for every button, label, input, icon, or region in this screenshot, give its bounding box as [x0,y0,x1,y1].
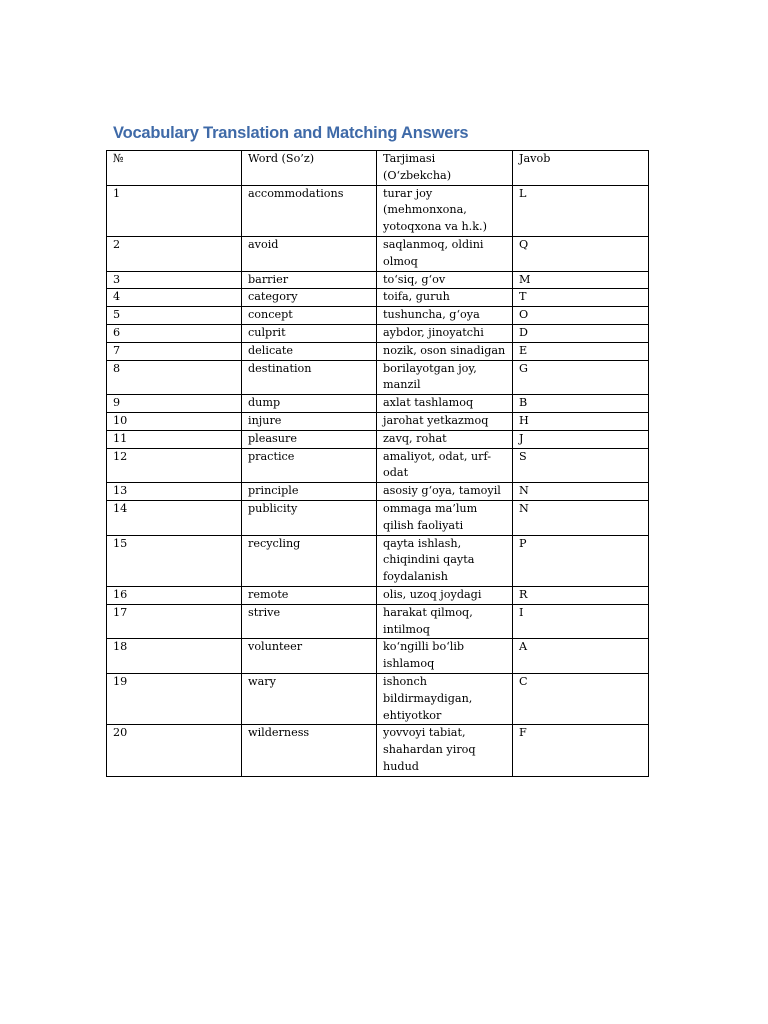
row-word-cell: wilderness [242,725,377,776]
row-number-cell: 14 [107,500,242,535]
row-word-cell: wary [242,673,377,724]
row-number-cell: 7 [107,342,242,360]
row-answer-cell: T [513,289,649,307]
row-translation-cell: ko‘ngilli bo‘lib ishlamoq [377,639,513,674]
row-number-cell: 8 [107,360,242,395]
row-word-cell: culprit [242,324,377,342]
row-translation-cell: zavq, rohat [377,430,513,448]
row-word-cell: publicity [242,500,377,535]
row-answer-cell: Q [513,236,649,271]
row-word-cell: avoid [242,236,377,271]
row-word-cell: injure [242,412,377,430]
vocabulary-table-body [107,151,649,777]
row-word-cell: recycling [242,535,377,586]
header-translation: Tarjimasi (O‘zbekcha) [377,151,513,186]
row-answer-cell: M [513,271,649,289]
row-word-cell: barrier [242,271,377,289]
table-row [107,725,649,776]
table-row [107,448,649,483]
row-number-cell: 10 [107,412,242,430]
row-number-cell: 12 [107,448,242,483]
table-row [107,324,649,342]
row-word-cell: dump [242,395,377,413]
row-number-cell: 13 [107,483,242,501]
row-number-cell: 9 [107,395,242,413]
row-word-cell: pleasure [242,430,377,448]
row-number-cell: 16 [107,586,242,604]
page-title: Vocabulary Translation and Matching Answers [113,124,469,142]
row-word-cell: accommodations [242,185,377,236]
row-answer-cell: F [513,725,649,776]
row-translation-cell: asosiy g‘oya, tamoyil [377,483,513,501]
row-answer-cell: O [513,307,649,325]
row-number-cell: 1 [107,185,242,236]
row-answer-cell: H [513,412,649,430]
table-row [107,289,649,307]
row-word-cell: concept [242,307,377,325]
table-row [107,307,649,325]
row-translation-cell: yovvoyi tabiat, shahardan yiroq hudud [377,725,513,776]
table-row [107,604,649,639]
row-translation-cell: aybdor, jinoyatchi [377,324,513,342]
row-translation-cell: toifa, guruh [377,289,513,307]
row-word-cell: practice [242,448,377,483]
row-number-cell: 2 [107,236,242,271]
row-word-cell: remote [242,586,377,604]
row-number-cell: 11 [107,430,242,448]
table-row [107,586,649,604]
row-translation-cell: to‘siq, g‘ov [377,271,513,289]
row-word-cell: destination [242,360,377,395]
row-number-cell: 3 [107,271,242,289]
row-answer-cell: S [513,448,649,483]
row-answer-cell: P [513,535,649,586]
table-row [107,185,649,236]
header-number: № [107,151,242,186]
row-answer-cell: L [513,185,649,236]
row-translation-cell: olis, uzoq joydagi [377,586,513,604]
row-translation-cell: tushuncha, g‘oya [377,307,513,325]
table-row [107,639,649,674]
row-number-cell: 17 [107,604,242,639]
row-word-cell: principle [242,483,377,501]
header-answer: Javob [513,151,649,186]
row-answer-cell: I [513,604,649,639]
row-number-cell: 20 [107,725,242,776]
row-answer-cell: A [513,639,649,674]
table-row [107,412,649,430]
row-translation-cell: ishonch bildirmaydigan, ehtiyotkor [377,673,513,724]
row-answer-cell: B [513,395,649,413]
table-row [107,395,649,413]
row-answer-cell: J [513,430,649,448]
row-word-cell: category [242,289,377,307]
row-answer-cell: E [513,342,649,360]
row-number-cell: 4 [107,289,242,307]
row-translation-cell: axlat tashlamoq [377,395,513,413]
row-translation-cell: nozik, oson sinadigan [377,342,513,360]
row-translation-cell: qayta ishlash, chiqindini qayta foydalanish [377,535,513,586]
row-answer-cell: N [513,500,649,535]
row-number-cell: 18 [107,639,242,674]
row-translation-cell: borilayotgan joy, manzil [377,360,513,395]
header-word: Word (So’z) [242,151,377,186]
row-answer-cell: N [513,483,649,501]
table-row [107,271,649,289]
row-number-cell: 19 [107,673,242,724]
table-row [107,500,649,535]
table-row [107,483,649,501]
row-word-cell: delicate [242,342,377,360]
vocabulary-table [106,150,649,777]
row-translation-cell: ommaga ma’lum qilish faoliyati [377,500,513,535]
row-answer-cell: R [513,586,649,604]
row-word-cell: volunteer [242,639,377,674]
row-answer-cell: C [513,673,649,724]
table-header-row [107,151,649,186]
table-row [107,535,649,586]
row-translation-cell: saqlanmoq, oldini olmoq [377,236,513,271]
table-row [107,430,649,448]
row-translation-cell: jarohat yetkazmoq [377,412,513,430]
row-answer-cell: G [513,360,649,395]
row-answer-cell: D [513,324,649,342]
row-translation-cell: harakat qilmoq, intilmoq [377,604,513,639]
row-word-cell: strive [242,604,377,639]
table-row [107,236,649,271]
table-row [107,360,649,395]
row-translation-cell: turar joy (mehmonxona, yotoqxona va h.k.) [377,185,513,236]
table-row [107,342,649,360]
row-number-cell: 5 [107,307,242,325]
row-number-cell: 6 [107,324,242,342]
row-translation-cell: amaliyot, odat, urf-odat [377,448,513,483]
table-row [107,673,649,724]
row-number-cell: 15 [107,535,242,586]
